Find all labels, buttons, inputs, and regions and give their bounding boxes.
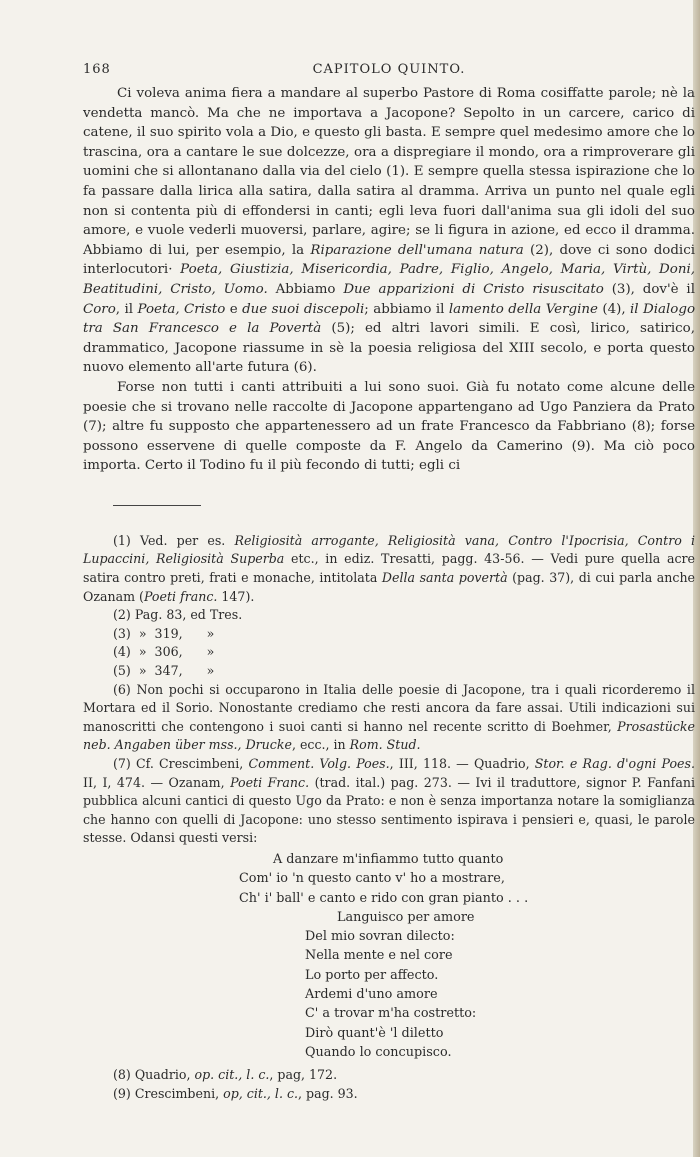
footnote-6 (83, 681, 695, 755)
italic-text: Poeti Franc. (230, 774, 310, 790)
poem-line: Del mio sovran dilecto: (305, 929, 455, 945)
text-run: etc., in ediz. Tresatti, pagg. 43-56. — Vedi pure quella acre satira contro preti, frati e monache, intitolata (83, 551, 695, 586)
text-run: 147). (217, 588, 255, 604)
footnote-2: (2) Pag. 83, ed Tres. (113, 607, 243, 623)
italic-text: il Dialogo tra San Francesco e la Povertà (83, 301, 696, 337)
italic-text: op. cit., l. c. (194, 1067, 270, 1083)
running-head (83, 62, 695, 84)
italic-text: lamento della Vergine (448, 301, 598, 317)
text-run: (5); ed altri lavori simili. E così, lirico, satirico, drammatico, Jacopone riassume in sè la poesia religiosa del XIII secolo, e porta questo nuovo elemento all'arte futura (6). (83, 321, 695, 376)
text-run: (6) Non pochi si occuparono in Italia delle poesie di Jacopone, tra i quali ricorderemo il Mortara ed il Sorio. Nonostante crediamo che resti ancora da fare assai. Utili indicazioni sui manoscritti che contengono i suoi canti si hanno nel recente scritto di Boehmer, (83, 681, 695, 734)
text-run: Abbiamo (267, 281, 344, 297)
footnote-divider (113, 505, 201, 506)
italic-text: Poeta, Cristo (137, 301, 226, 317)
poem-line: Dirò quant'è 'l diletto (305, 1025, 444, 1041)
text-run: e (225, 301, 243, 317)
text-run: (1) Ved. per es. (113, 532, 235, 548)
text-run: (3), dov'è il (603, 281, 695, 297)
poem-line: Quando lo concupisco. (305, 1044, 452, 1060)
poem-line: Ardemi d'uno amore (305, 987, 438, 1003)
italic-text: Rom. Stud. (349, 737, 421, 753)
italic-text: Due apparizioni di Cristo risuscitato (343, 281, 604, 297)
poem-line: Nella mente e nel core (305, 948, 453, 964)
main-text (83, 84, 695, 476)
paragraph (83, 378, 695, 476)
text-run: (9) Crescimbeni, (113, 1085, 224, 1101)
italic-text: Poeti franc. (143, 588, 218, 604)
footnote-3: (3) » 319, » (113, 625, 215, 641)
text-run: , ecc., in (291, 737, 350, 753)
paragraph (83, 84, 695, 378)
footnote-7 (83, 755, 695, 848)
footnote-8 (83, 1066, 695, 1085)
text-run: (4), (597, 301, 631, 317)
italic-text: op, cit., l. c. (223, 1085, 299, 1101)
poem-line: C' a trovar m'ha costretto: (305, 1006, 477, 1022)
text-run: (2), dove ci sono dodici interlocutori· (83, 242, 696, 278)
text-run: ; abbiamo il (364, 301, 449, 317)
chapter-title: CAPITOLO QUINTO. (312, 62, 466, 77)
italic-text: Della santa povertà (381, 570, 508, 586)
text-run: (8) Quadrio, (113, 1067, 195, 1083)
footnotes (83, 532, 695, 1104)
poem-line: Ch' i' ball' e canto e rido con gran pianto . . . (239, 890, 529, 906)
italic-text: Religiosità arrogante, Religiosità vana, Contro l'Ipocrisia, Contro i Lupaccini, Religiosità Superba (83, 532, 696, 567)
footnote-9 (83, 1085, 695, 1104)
text-run: , il (115, 301, 138, 317)
poem-line: Lo porto per affecto. (305, 967, 439, 983)
footnote-5: (5) » 347, » (113, 663, 215, 679)
text-run: (trad. ital.) pag. 273. — Ivi il traduttore, signor P. Fanfani pubblica alcuni cantici di questo Ugo da Prato: e non è senza importanza notare la somiglianza che hanno con quelli di Jacopone: uno stesso sentimento ispirava i pensieri e, quasi, le parole stesse. Odansi questi versi: (83, 774, 695, 846)
book-page (83, 62, 695, 1103)
text-run: (pag. 37), di cui parla anche Ozanam ( (83, 570, 696, 604)
footnote-1 (83, 532, 695, 606)
footnote-4: (4) » 306, » (113, 644, 215, 660)
italic-text: Coro (83, 301, 116, 317)
italic-text: Poeta, Giustizia, Misericordia, Padre, Figlio, Angelo, Maria, Virtù, Doni, Beatitudini, Cristo, Uomo. (83, 262, 695, 297)
poem-line: A danzare m'infiammo tutto quanto (273, 851, 504, 867)
text-run: Ci voleva anima fiera a mandare al superbo Pastore di Roma cosiffatte parole; nè la vendetta mancò. Ma che ne importava a Jacopone? Sepolto in un carcere, carico di catene, il suo spirito vola a Dio, e questo gli basta. E sempre quel medesimo amore che lo trascina, ora a cantare le sue dolcezze, ora a dispregiare il mondo, ora a rimproverare gli uomini che si allontanano dalla via del cielo (1). E sempre quella stessa ispirazione che lo fa passare dalla lirica alla satira, dalla satira al dramma. Arriva un punto nel quale egli non si contenta più di effondersi in canti; egli leva fuori dall'anima sua gli idoli del suo amore, e vuole vederli muoversi, parlare, agire; se li figura in azione, ed ecco il dramma. Abbiamo di lui, per esempio, la (83, 86, 695, 258)
quoted-poem (83, 850, 695, 1062)
text-run: , pag. 93. (298, 1085, 358, 1101)
text-run: (7) Cf. Crescimbeni, (113, 756, 249, 771)
text-run: , III, 118. — Quadrio, (389, 756, 535, 771)
italic-text: Riparazione dell'umana natura (310, 242, 524, 258)
italic-text: Stor. e Rag. d'ogni Poes. (534, 756, 695, 771)
poem-line: Com' io 'n questo canto v' ho a mostrare, (239, 871, 505, 887)
poem-line: Languisco per amore (337, 909, 475, 925)
italic-text: due suoi discepoli (242, 301, 365, 317)
text-run: , pag, 172. (269, 1067, 338, 1083)
text-run: Forse non tutti i canti attribuiti a lui sono suoi. Già fu notato come alcune delle poesie che si trovano nelle raccolte di Jacopone appartengano ad Ugo Panziera da Prato (7); altre fu supposto che appartenessero ad un frate Francesco da Fabbriano (8); forse possono esservene di quelle composte da F. Angelo da Camerino (9). Ma ciò poco importa. Certo il Todino fu il più fecondo di tutti; egli ci (83, 379, 695, 474)
italic-text: Comment. Volg. Poes. (248, 756, 390, 771)
page-number: 168 (83, 62, 111, 77)
text-run: II, I, 474. — Ozanam, (83, 774, 231, 790)
italic-text: Prosastücke neb. Angaben über mss., Drucke (83, 718, 695, 753)
